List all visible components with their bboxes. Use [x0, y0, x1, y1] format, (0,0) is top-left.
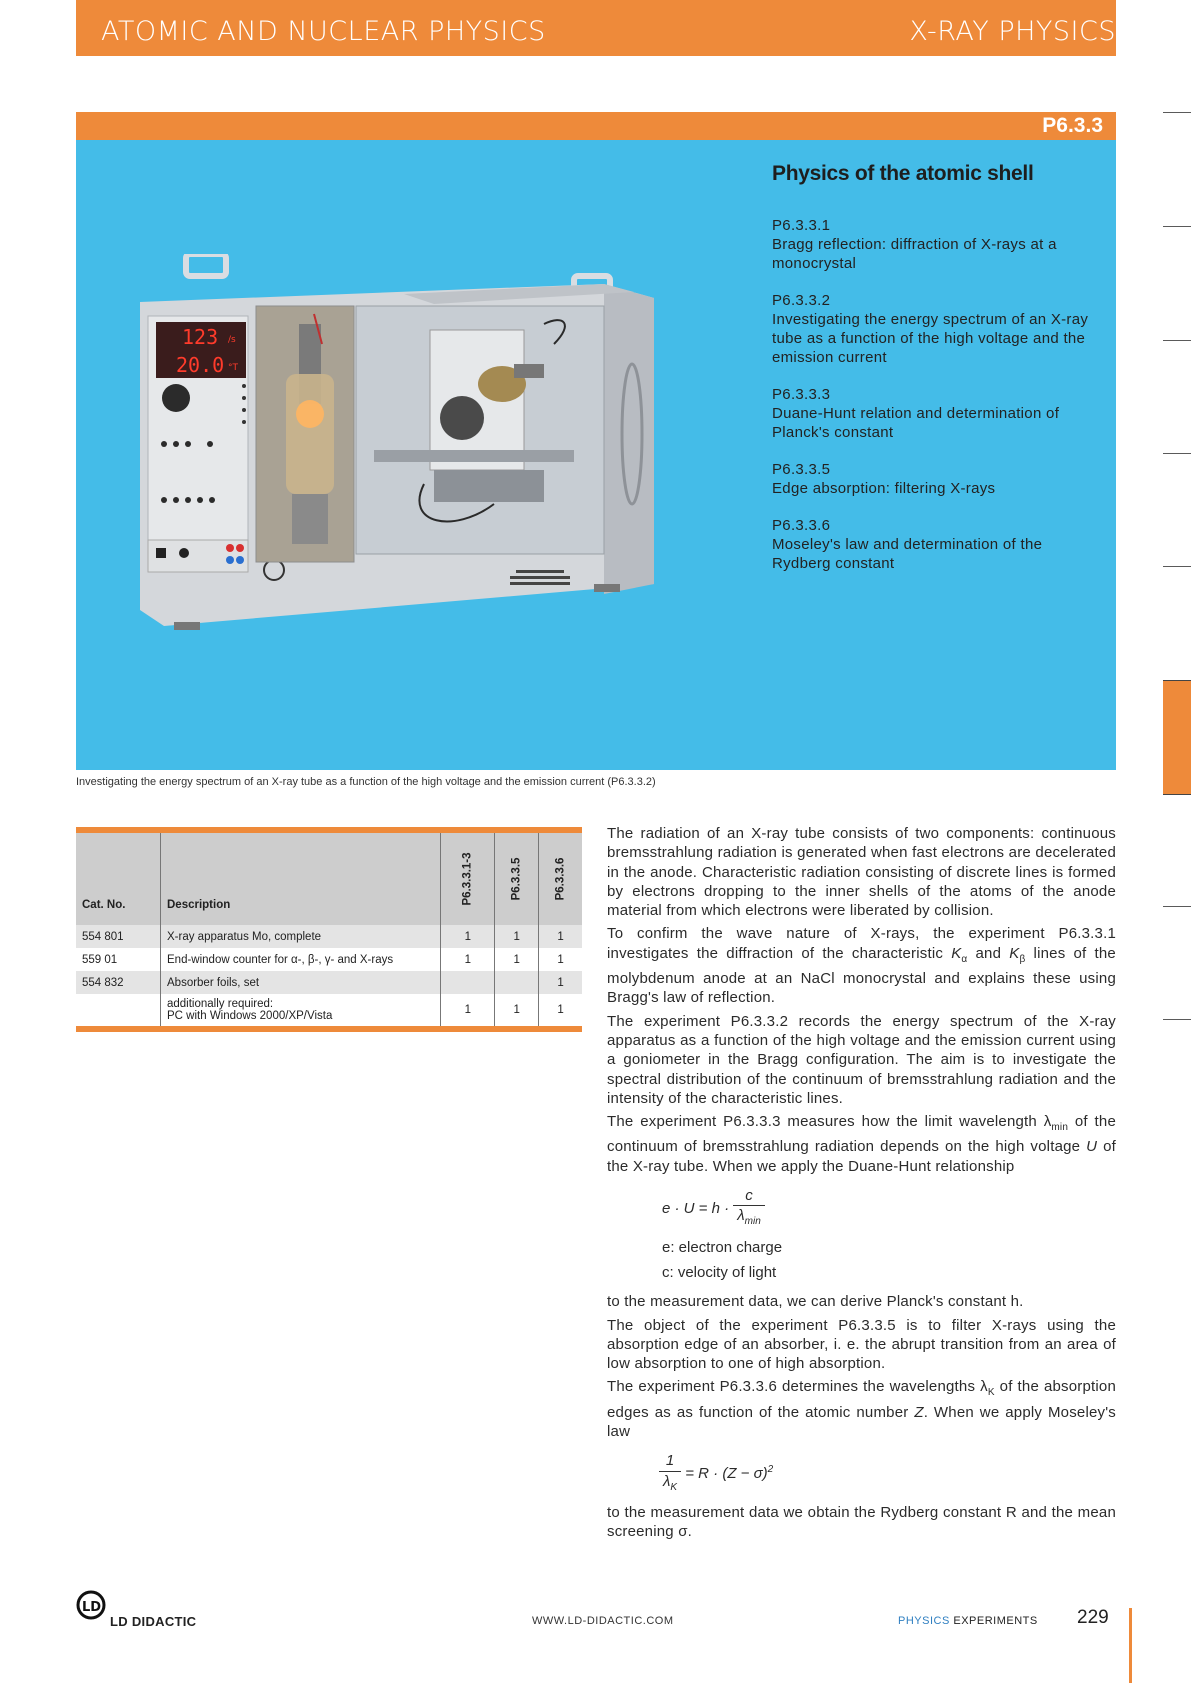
paragraph: To confirm the wave nature of X-rays, the experiment P6.3.3.1 investigates the diffraction of the characteristic $K_\alpha$ and $K_\beta$ lines of the molybdenum anode at an NaCl monocrystal and explains these using Bragg's law of reflection.: [607, 925, 1116, 1007]
paragraph: The radiation of an X-ray tube consists of two components: continuous bremsstrahlung radiation is generated when fast electrons are decelerated in the anode. Characteristic radiation consisting of discrete lines is formed by electrons dropping to the inner shells of the atoms of the anode material from which electrons were liberated by collision.: [607, 825, 1116, 920]
qty-cell: 1: [557, 1004, 564, 1016]
paragraph: The experiment P6.3.3.2 records the energy spectrum of the X-ray apparatus as a function of the high voltage and the emission current using a goniometer in the Bragg configuration. The aim is to investigate the spectral distribution of the continuum of bremsstrahlung radiation and the intensity of the characteristic lines.: [607, 1012, 1116, 1107]
experiment-code: P6.3.3.2: [772, 292, 831, 309]
body-text: [607, 824, 1116, 1546]
list-item: [772, 216, 1102, 273]
thumb-index-line: [1163, 226, 1191, 227]
desc-cell: X-ray apparatus Mo, complete: [161, 925, 441, 948]
table-row: [76, 925, 582, 948]
qty-cell: 1: [557, 953, 564, 966]
col-header-cat: Cat. No.: [76, 833, 161, 925]
qty-cell: 1: [495, 925, 539, 948]
col-header-exp2: P6.3.3.5: [495, 833, 539, 925]
qty-cell: 1: [495, 994, 539, 1026]
qty-cell: 1: [441, 994, 495, 1026]
footer-series: PHYSICS EXPERIMENTS: [898, 1615, 1038, 1627]
experiment-code: P6.3.3.1: [772, 217, 831, 234]
duane-hunt-formula: e · U = h · $\frac{c}{\lambda_{min}}$: [662, 1186, 1116, 1232]
cat-cell: 554 832: [76, 971, 161, 994]
thumb-index-line: [1163, 906, 1191, 907]
list-item: [772, 460, 1102, 498]
desc-cell: End-window counter for α-, β-, γ- and X-rays: [161, 948, 441, 971]
desc-cell: additionally required: PC with Windows 2000/XP/Vista: [161, 994, 441, 1026]
temp-display: 20.0: [176, 353, 225, 377]
paragraph: The experiment P6.3.3.3 measures how the limit wavelength $\lambda_{min}$ of the continuum of bremsstrahlung radiation depends on the high voltage U of the X-ray tube. When we apply the Duane-Hunt relationship: [607, 1113, 1116, 1175]
subchapter-title: X-RAY PHYSICS: [909, 16, 1116, 47]
table-row: [76, 994, 582, 1026]
thumb-index-line: [1163, 340, 1191, 341]
qty-cell: 1: [539, 925, 582, 948]
svg-text:LD: LD: [82, 1600, 102, 1615]
experiment-code: P6.3.3.6: [772, 517, 831, 534]
equipment-table: [76, 827, 582, 1032]
experiment-title: Edge absorption: filtering X-rays: [772, 480, 996, 497]
ld-logo-icon: [76, 1590, 106, 1620]
thumb-index-line: [1163, 566, 1191, 567]
paragraph: to the measurement data we obtain the Rydberg constant R and the mean screening σ.: [607, 1503, 1116, 1541]
figure-caption: Investigating the energy spectrum of an X-ray tube as a function of the high voltage and the emission current (P6.3.3.2): [76, 776, 656, 788]
cat-cell: 559 01: [76, 948, 161, 971]
qty-cell: [441, 971, 495, 994]
formula-legend: e: electron charge: [662, 1238, 783, 1256]
cat-cell: 554 801: [76, 925, 161, 948]
col-header-exp1: P6.3.3.1-3: [441, 833, 495, 925]
thumb-index-line: [1163, 453, 1191, 454]
qty-cell: 1: [441, 948, 495, 971]
list-item: [772, 291, 1102, 367]
experiment-title: Duane-Hunt relation and determination of Planck's constant: [772, 405, 1060, 441]
experiment-title: Moseley's law and determination of the Rydberg constant: [772, 536, 1043, 572]
section-title: Physics of the atomic shell: [772, 162, 1034, 185]
rate-display: 123: [182, 325, 219, 349]
experiment-title: Bragg reflection: diffraction of X-rays at a monocrystal: [772, 236, 1057, 272]
temp-unit: °T: [228, 363, 238, 373]
rate-unit: /s: [228, 335, 236, 345]
experiment-code: P6.3.3.5: [772, 461, 831, 478]
desc-cell: Absorber foils, set: [161, 971, 441, 994]
formula-legend: c: velocity of light: [662, 1263, 777, 1281]
qty-cell: 1: [495, 948, 539, 971]
col-header-desc: Description: [161, 833, 441, 925]
thumb-index-line: [1163, 1019, 1191, 1020]
qty-cell: [495, 971, 539, 994]
paragraph: The experiment P6.3.3.6 determines the wavelengths $\lambda_K$ of the absorption edges as as function of the atomic number Z. When we apply Moseley's law: [607, 1378, 1116, 1441]
x-ray-apparatus-illustration: [134, 254, 664, 634]
chapter-title: ATOMIC AND NUCLEAR PHYSICS: [101, 16, 546, 47]
thumb-index-active-tab: [1163, 680, 1191, 795]
list-item: [772, 516, 1102, 573]
qty-cell: 1: [539, 971, 582, 994]
page-number: 229: [1077, 1607, 1109, 1628]
cat-cell: [76, 994, 161, 1026]
website-link[interactable]: WWW.LD-DIDACTIC.COM: [532, 1615, 674, 1627]
brand-name: LD DIDACTIC: [110, 1614, 197, 1629]
table-row: [76, 971, 582, 994]
experiment-code: P6.3.3.3: [772, 386, 831, 403]
qty-cell: 1: [441, 925, 495, 948]
moseley-formula: $\frac{1}{\lambda_K}$ = $R \cdot (Z - \sigma)^2$: [659, 1451, 1116, 1497]
footer-rule: [1129, 1608, 1132, 1683]
section-code: P6.3.3: [1042, 114, 1103, 137]
thumb-index-line: [1163, 112, 1191, 113]
col-header-exp3: P6.3.3.6: [539, 833, 582, 925]
paragraph: to the measurement data, we can derive Planck's constant h.: [607, 1293, 1024, 1311]
table-row: [76, 948, 582, 971]
section-bar: [76, 112, 1116, 140]
paragraph: The object of the experiment P6.3.3.5 is to filter X-rays using the absorption edge of an absorber, i. e. the abrupt transition from an area of low absorption to one of high absorption.: [607, 1316, 1116, 1373]
list-item: [772, 385, 1102, 442]
experiment-title: Investigating the energy spectrum of an X-ray tube as a function of the high voltage and the emission current: [772, 311, 1089, 366]
experiment-list: [772, 216, 1102, 591]
